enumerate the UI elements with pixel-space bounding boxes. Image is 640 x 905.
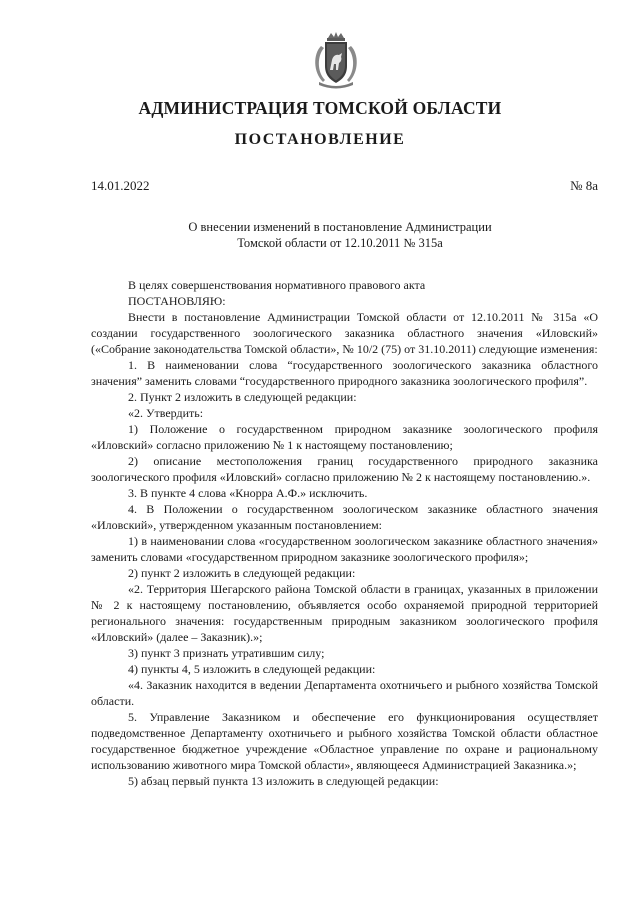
- body-paragraph: 4. В Положении о государственном зоологическом заказнике областного значения «Иловский», утвержденном указанным постановлением:: [91, 502, 598, 532]
- body-paragraph: ПОСТАНОВЛЯЮ:: [128, 294, 226, 308]
- document-body: [91, 277, 598, 789]
- body-paragraph: В целях совершенствования нормативного правового акта: [128, 278, 426, 292]
- body-paragraph: 1) в наименовании слова «государственном зоологическом заказнике областного значения» заменить словами «государственном природном заказнике зоологического профиля»;: [91, 534, 598, 564]
- body-paragraph: «2. Территория Шегарского района Томской области в границах, указанных в приложении № 2 к настоящему постановлению, объявляется особо охраняемой природной территорией регионального значения: государственным природным заказником зоологического профиля «Иловский» (далее – Заказник).»;: [91, 582, 598, 644]
- body-paragraph: 1. В наименовании слова “государственного зоологического заказника областного значения” заменить словами “государственного природного заказника зоологического профиля”.: [91, 358, 598, 388]
- document-date: 14.01.2022: [91, 178, 150, 193]
- subject-line-1: О внесении изменений в постановление Администрации: [188, 220, 492, 234]
- subject-line-2: Томской области от 12.10.2011 № 315а: [237, 236, 443, 250]
- body-paragraph: «2. Утвердить:: [128, 406, 204, 420]
- body-paragraph: Внести в постановление Администрации Томской области от 12.10.2011 № 315а «О создании государственного зоологического заказника областного значения «Иловский» («Собрание законодательства Томской области», № 10/2 (75) от 31.10.2011) следующие изменения:: [91, 310, 598, 356]
- body-paragraph: «4. Заказник находится в ведении Департамента охотничьего и рыбного хозяйства Томской области.: [91, 678, 598, 708]
- coat-of-arms-icon: [311, 32, 361, 90]
- body-paragraph: 1) Положение о государственном природном заказнике зоологического профиля «Иловский» согласно приложению № 1 к настоящему постановлению;: [91, 422, 598, 452]
- body-paragraph: 2. Пункт 2 изложить в следующей редакции:: [128, 390, 357, 404]
- body-paragraph: 4) пункты 4, 5 изложить в следующей редакции:: [128, 662, 376, 676]
- document-type: ПОСТАНОВЛЕНИЕ: [234, 131, 406, 148]
- body-paragraph: 5. Управление Заказником и обеспечение его функционирования осуществляет подведомственное Департаменту охотничьего и рыбного хозяйства Томской области областное государственное бюджетное учреждение «Областное управление по охране и рациональному использованию животного мира Томской области», являющееся Администрацией Заказника.»;: [91, 710, 598, 772]
- body-paragraph: 5) абзац первый пункта 13 изложить в следующей редакции:: [128, 774, 439, 788]
- document-subject: [120, 219, 560, 251]
- body-paragraph: 3) пункт 3 признать утратившим силу;: [128, 646, 325, 660]
- document-number: № 8а: [570, 178, 598, 193]
- body-paragraph: 3. В пункте 4 слова «Кнорра А.Ф.» исключить.: [128, 486, 368, 500]
- body-paragraph: 2) описание местоположения границ государственного природного заказника зоологического профиля «Иловский» согласно приложению № 2 к настоящему постановлению.».: [91, 454, 598, 484]
- body-paragraph: 2) пункт 2 изложить в следующей редакции:: [128, 566, 356, 580]
- agency-title: АДМИНИСТРАЦИЯ ТОМСКОЙ ОБЛАСТИ: [138, 98, 502, 118]
